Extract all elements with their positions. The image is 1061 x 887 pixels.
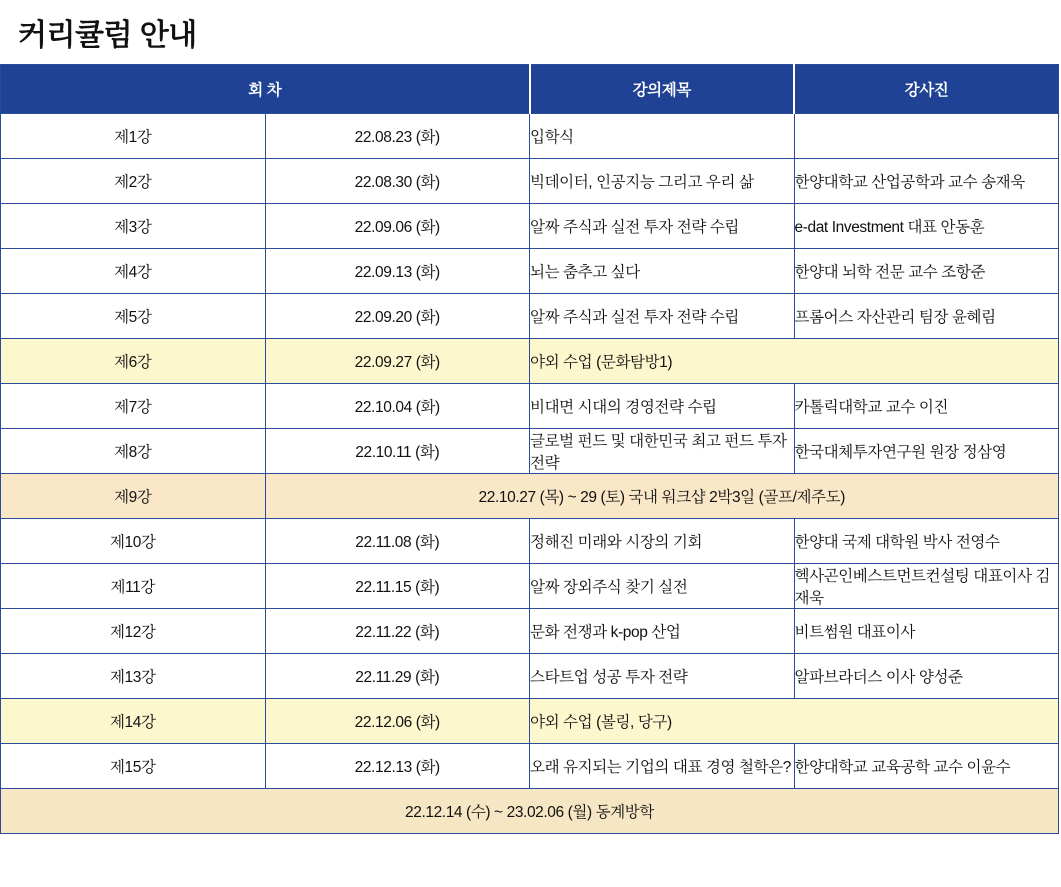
row-session-number: 제4강 [1,249,266,294]
row-session-date: 22.12.06 (화) [265,699,530,744]
row-lecture-title: 입학식 [530,114,795,159]
table-row [1,384,1059,429]
row-lecturer: e-dat Investment 대표 안동훈 [794,204,1059,249]
row-session-number: 제10강 [1,519,266,564]
row-note-text: 22.10.27 (목) ~ 29 (토) 국내 워크샵 2박3일 (골프/제주도) [265,474,1059,519]
row-lecture-title: 글로벌 펀드 및 대한민국 최고 펀드 투자 전략 [530,429,795,474]
row-session-number: 제11강 [1,564,266,609]
row-lecture-title: 스타트업 성공 투자 전략 [530,654,795,699]
row-lecturer: 한양대학교 교육공학 교수 이윤수 [794,744,1059,789]
table-row [1,789,1059,834]
row-lecture-title: 야외 수업 (볼링, 당구) [530,699,1059,744]
curriculum-table [0,64,1059,834]
table-row [1,564,1059,609]
row-session-number: 제12강 [1,609,266,654]
row-session-date: 22.09.20 (화) [265,294,530,339]
row-session-date: 22.09.13 (화) [265,249,530,294]
row-lecturer: 한국대체투자연구원 원장 정삼영 [794,429,1059,474]
table-row [1,654,1059,699]
row-session-date: 22.11.08 (화) [265,519,530,564]
row-lecture-title: 알짜 장외주식 찾기 실전 [530,564,795,609]
row-lecturer: 비트썸원 대표이사 [794,609,1059,654]
table-row [1,204,1059,249]
row-session-date: 22.10.04 (화) [265,384,530,429]
column-header-session: 회 차 [1,65,530,114]
table-row [1,429,1059,474]
row-session-date: 22.12.13 (화) [265,744,530,789]
row-session-number: 제13강 [1,654,266,699]
row-note-text: 22.12.14 (수) ~ 23.02.06 (월) 동계방학 [1,789,1059,834]
row-session-date: 22.11.29 (화) [265,654,530,699]
table-row [1,114,1059,159]
row-session-number: 제6강 [1,339,266,384]
row-lecturer: 알파브라더스 이사 양성준 [794,654,1059,699]
row-lecture-title: 빅데이터, 인공지능 그리고 우리 삶 [530,159,795,204]
row-lecturer: 한양대 뇌학 전문 교수 조항준 [794,249,1059,294]
row-session-number: 제15강 [1,744,266,789]
table-row [1,744,1059,789]
row-lecturer: 헥사곤인베스트먼트컨설팅 대표이사 김재욱 [794,564,1059,609]
row-session-number: 제7강 [1,384,266,429]
row-lecture-title: 정해진 미래와 시장의 기회 [530,519,795,564]
table-row [1,609,1059,654]
row-session-number: 제9강 [1,474,266,519]
row-lecturer: 한양대학교 산업공학과 교수 송재욱 [794,159,1059,204]
table-row [1,519,1059,564]
row-session-date: 22.10.11 (화) [265,429,530,474]
row-lecture-title: 문화 전쟁과 k-pop 산업 [530,609,795,654]
row-lecture-title: 비대면 시대의 경영전략 수립 [530,384,795,429]
row-lecture-title: 알짜 주식과 실전 투자 전략 수립 [530,294,795,339]
row-lecture-title: 알짜 주식과 실전 투자 전략 수립 [530,204,795,249]
column-header-lecture-title: 강의제목 [530,65,795,114]
row-session-number: 제8강 [1,429,266,474]
row-session-date: 22.09.06 (화) [265,204,530,249]
row-lecture-title: 뇌는 춤추고 싶다 [530,249,795,294]
row-lecturer: 프롬어스 자산관리 팀장 윤혜림 [794,294,1059,339]
row-session-number: 제14강 [1,699,266,744]
row-lecturer: 카톨릭대학교 교수 이진 [794,384,1059,429]
table-row [1,159,1059,204]
row-session-date: 22.08.23 (화) [265,114,530,159]
row-lecture-title: 야외 수업 (문화탐방1) [530,339,1059,384]
table-row [1,474,1059,519]
row-session-date: 22.08.30 (화) [265,159,530,204]
table-row [1,339,1059,384]
row-lecturer [794,114,1059,159]
row-session-date: 22.11.15 (화) [265,564,530,609]
row-session-number: 제5강 [1,294,266,339]
row-session-number: 제3강 [1,204,266,249]
row-session-date: 22.09.27 (화) [265,339,530,384]
row-session-date: 22.11.22 (화) [265,609,530,654]
table-row [1,699,1059,744]
page-title: 커리큘럼 안내 [18,19,197,52]
row-lecturer: 한양대 국제 대학원 박사 전영수 [794,519,1059,564]
row-session-number: 제2강 [1,159,266,204]
row-session-number: 제1강 [1,114,266,159]
row-lecture-title: 오래 유지되는 기업의 대표 경영 철학은? [530,744,795,789]
table-row [1,294,1059,339]
column-header-lecturer: 강사진 [794,65,1059,114]
table-body [1,114,1059,834]
table-header-row [1,65,1059,114]
table-header [1,65,1059,114]
table-row [1,249,1059,294]
